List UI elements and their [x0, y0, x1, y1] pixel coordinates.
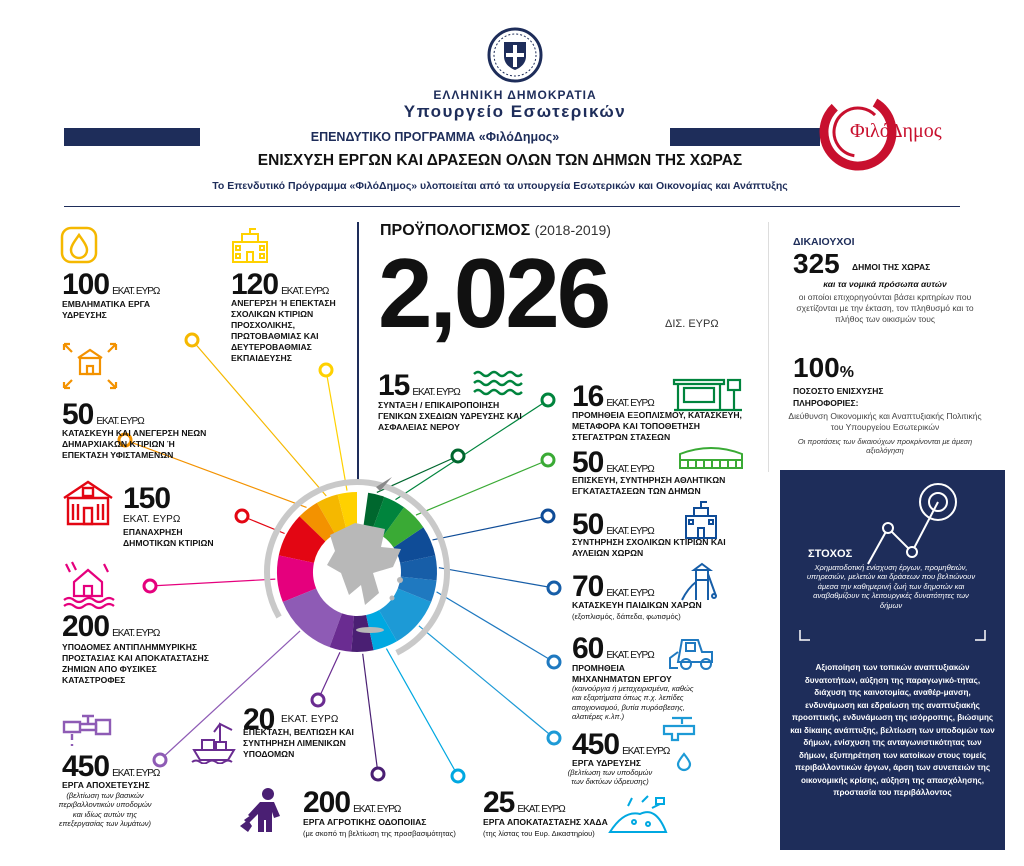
water-projects-label: ΕΜΒΛΗΜΑΤΙΚΑ ΕΡΓΑ ΥΔΡΕΥΣΗΣ: [62, 299, 151, 320]
landfill-label: ΕΡΓΑ ΑΠΟΚΑΤΑΣΤΑΣΗΣ ΧΑΔΑ: [483, 817, 608, 827]
country-name: ΕΛΛΗΝΙΚΗ ΔΗΜΟΚΡΑΤΙΑ: [433, 88, 597, 102]
beneficiaries-count-label: ΔΗΜΟΙ ΤΗΣ ΧΩΡΑΣ: [852, 262, 931, 272]
budget-unit: ΔΙΣ. ΕΥΡΩ: [665, 318, 719, 330]
leader-line-flood: [150, 579, 275, 586]
machinery-value: 60 ΕΚΑΤ. ΕΥΡΩ: [572, 632, 654, 665]
landfill-note: (της λίστας του Ευρ. Δικαστηρίου): [483, 829, 595, 838]
landfill-value: 25 ΕΚΑΤ. ΕΥΡΩ: [483, 786, 565, 819]
bus-stops-label: ΠΡΟΜΗΘΕΙΑ ΕΞΟΠΛΙΣΜΟΥ, ΚΑΤΑΣΚΕΥΗ, ΜΕΤΑΦΟΡΑ ΚΑΙ ΤΟΠΟΘΕΤΗΣΗ ΣΤΕΓΑΣΤΡΩΝ ΣΤΑΣΕΩΝ: [572, 410, 742, 442]
leader-dot-landfill: [452, 770, 464, 782]
municipal-buildings-label: ΕΠΑΝΑΧΡΗΣΗ ΔΗΜΟΤΙΚΩΝ ΚΤΙΡΙΩΝ: [123, 527, 214, 548]
playgrounds-note: (εξοπλισμός, δάπεδα, φωτισμός): [572, 612, 681, 621]
water-plans-value: 15 ΕΚΑΤ. ΕΥΡΩ: [378, 369, 460, 402]
leader-dot-machinery: [548, 656, 560, 668]
water-supply-label: ΕΡΓΑ ΥΔΡΕΥΣΗΣ: [572, 758, 641, 768]
school-maint-label: ΣΥΝΤΗΡΗΣΗ ΣΧΟΛΙΚΩΝ ΚΤΙΡΙΩΝ ΚΑΙ ΑΥΛΕΙΩΝ ΧΩΡΩΝ: [572, 537, 726, 558]
sports-label: ΕΠΙΣΚΕΥΗ, ΣΥΝΤΗΡΗΣΗ ΑΘΛΗΤΙΚΩΝ ΕΓΚΑΤΑΣΤΑΣΕΩΝ ΤΩΝ ΔΗΜΩΝ: [572, 475, 726, 496]
budget-years: (2018-2019): [534, 222, 611, 238]
bus-stops-value: 16 ΕΚΑΤ. ΕΥΡΩ: [572, 380, 654, 413]
water-plans-label: ΣΥΝΤΑΞΗ / ΕΠΙΚΑΙΡΟΠΟΙΗΣΗ ΓΕΝΙΚΩΝ ΣΧΕΔΙΩΝ ΥΔΡΕΥΣΗΣ ΚΑΙ ΑΣΦΑΛΕΙΑΣ ΝΕΡΟΥ: [378, 400, 522, 432]
stadium-icon: [676, 446, 746, 472]
water-projects-value: 100 ΕΚΑΤ. ΕΥΡΩ: [62, 268, 160, 301]
leader-dot-sports: [542, 454, 554, 466]
flood-house-icon: [60, 560, 116, 610]
road-worker-icon: [238, 786, 294, 836]
leader-line-ports: [318, 652, 340, 700]
sewerage-label: ΕΡΓΑ ΑΠΟΧΕΤΕΥΣΗΣ: [62, 780, 150, 790]
leader-dot-school-maintenance: [542, 510, 554, 522]
leader-dot-municipal-buildings: [236, 510, 248, 522]
support-percent-label: ΠΟΣΟΣΤΟ ΕΝΙΣΧΥΣΗΣ: [793, 386, 884, 396]
beneficiaries-count-sub: και τα νομικά πρόσωπα αυτών: [823, 279, 947, 289]
ports-label: ΕΠΕΚΤΑΣΗ, ΒΕΛΤΙΩΣΗ ΚΑΙ ΣΥΝΤΗΡΗΣΗ ΛΙΜΕΝΙΚΩΝ ΥΠΟΔΟΜΩΝ: [243, 727, 354, 759]
leader-dot-rural-roads: [372, 768, 384, 780]
town-halls-label: ΚΑΤΑΣΚΕΥΗ ΚΑΙ ΑΝΕΓΕΡΣΗ ΝΕΩΝ ΔΗΜΑΡΧΙΑΚΩΝ ΚΤΙΡΙΩΝ Ή ΕΠΕΚΤΑΣΗ ΥΦΙΣΤΑΜΕΝΩΝ: [62, 428, 207, 460]
beneficiaries-count: 325: [793, 248, 840, 279]
expand-building-icon: [60, 340, 120, 392]
rural-roads-note: (με σκοπό τη βελτίωση της προσβασιμότητας): [303, 829, 456, 838]
support-percent: 100%: [793, 352, 854, 383]
program-title: ΕΠΕΝΔΥΤΙΚΟ ΠΡΟΓΡΑΜΜΑ «ΦιλόΔημος»: [200, 128, 670, 146]
school-building-icon: [230, 226, 270, 266]
leader-dot-water-plans: [452, 450, 464, 462]
leader-dot-ports: [312, 694, 324, 706]
budget-amount: 2,026: [378, 238, 609, 348]
budget-label: ΠΡΟΫΠΟΛΟΓΙΣΜΟΣ: [380, 222, 531, 239]
leader-dot-flood: [144, 580, 156, 592]
schools-value: 120 ΕΚΑΤ. ΕΥΡΩ: [231, 268, 329, 301]
water-drop-icon: [60, 226, 98, 264]
goals-italic-text: Χρηματοδοτική ενίσχυση έργων, προμηθειών, υπηρεσιών, μελετών και δράσεων που βελτιώνουν άμεσα την καθημερινή ζωή των δημοτών και αναβαθμίζουν τις λειτουργικές δυνατότητες των δήμων: [806, 563, 976, 610]
playground-slide-icon: [680, 560, 722, 602]
water-supply-value: 450 ΕΚΑΤ. ΕΥΡΩ: [572, 728, 670, 761]
leader-line-playgrounds: [439, 568, 554, 588]
playgrounds-label: ΚΑΤΑΣΚΕΥΗ ΠΑΙΔΙΚΩΝ ΧΑΡΩΝ: [572, 600, 702, 610]
flood-value: 200 ΕΚΑΤ. ΕΥΡΩ: [62, 610, 160, 643]
leader-line-school-maintenance: [432, 516, 548, 540]
school-maint-value: 50 ΕΚΑΤ. ΕΥΡΩ: [572, 508, 654, 541]
leader-line-machinery: [437, 592, 554, 662]
municipal-building-icon: [60, 478, 116, 528]
school-repair-icon: [680, 500, 722, 542]
leader-dot-playgrounds: [548, 582, 560, 594]
municipal-buildings-unit: ΕΚΑΤ. ΕΥΡΩ: [123, 514, 181, 525]
beneficiaries-desc: οι οποίοι επιχορηγούνται βάσει κριτηρίων που σχετίζονται με την έκταση, τον πληθυσμό και το πλήθος των οικισμών τους: [796, 292, 974, 325]
machinery-note: (καινούργια ή μεταχειρισμένα, καθώς και εξαρτήματα όπως π.χ. λεπίδες αποχιονισμού, βυτία πυρόσβεσης, αλατιέρες κ.λπ.): [572, 684, 694, 722]
landfill-waste-icon: [606, 792, 670, 836]
port-crane-icon: [190, 720, 238, 764]
leader-dot-water-projects: [186, 334, 198, 346]
leader-dot-bus-stops: [542, 394, 554, 406]
sports-value: 50 ΕΚΑΤ. ΕΥΡΩ: [572, 446, 654, 479]
rural-roads-value: 200 ΕΚΑΤ. ΕΥΡΩ: [303, 786, 401, 819]
sewerage-value: 450 ΕΚΑΤ. ΕΥΡΩ: [62, 750, 160, 783]
info-text: Διεύθυνση Οικονομικής και Αναπτυξιακής Πολιτικής του Υπουργείου Εσωτερικών: [788, 411, 982, 433]
ministry-name: Υπουργείο Εσωτερικών: [403, 102, 627, 121]
schools-label: ΑΝΕΓΕΡΣΗ Ή ΕΠΕΚΤΑΣΗ ΣΧΟΛΙΚΩΝ ΚΤΙΡΙΩΝ ΠΡΟΣΧΟΛΙΚΗΣ, ΠΡΩΤΟΒΑΘΜΙΑΣ ΚΑΙ ΔΕΥΤΕΡΟΒΑΘΜΙΑΣ ΕΚΠΑΙΔΕΥΣΗΣ: [231, 298, 336, 363]
leader-line-sports: [416, 460, 548, 515]
leader-line-landfill: [386, 649, 458, 776]
water-waves-icon: [472, 368, 528, 398]
sewer-pipe-icon: [62, 712, 114, 748]
water-tap-icon: [662, 712, 708, 772]
ports-unit: ΕΚΑΤ. ΕΥΡΩ: [281, 714, 339, 725]
goals-heading: ΣΤΟΧΟΣ: [808, 548, 853, 560]
bus-stop-icon: [672, 376, 744, 412]
playgrounds-value: 70 ΕΚΑΤ. ΕΥΡΩ: [572, 570, 654, 603]
leader-dot-water-supply: [548, 732, 560, 744]
right-divider: [768, 222, 769, 472]
beneficiaries-heading: ΔΙΚΑΙΟΥΧΟΙ: [793, 236, 855, 248]
water-supply-note: (βελτίωση των υποδομών των δικτύων ύδρευσης): [567, 768, 653, 787]
beneficiaries-note: Οι προτάσεις των δικαιούχων προκρίνονται με άμεση αξιολόγηση: [797, 437, 973, 456]
leader-line-water-supply: [419, 626, 554, 738]
logo-text: ΦιλόΔημος: [850, 120, 942, 142]
page-title: ΕΝΙΣΧΥΣΗ ΕΡΓΩΝ ΚΑΙ ΔΡΑΣΕΩΝ ΟΛΩΝ ΤΩΝ ΔΗΜΩΝ ΤΗΣ ΧΩΡΑΣ: [257, 152, 743, 169]
goals-body-text: Αξιοποίηση των τοπικών αναπτυξιακών δυνατοτήτων, αύξηση της παραγωγικό-τητας, διάχυση της καινοτομίας, αναθέρ-μανση, ενδυνάμωση και εδραίωση της αναπτυξιακής προοπτικής, ενδυνάμωση της ισόρροπης, βιώσιμης και δίκαιης ανάπτυξης, βελτίωση των υποδομών των δήμων, ενίσχυση της ανταγωνιστικότητας των δήμων, εξυπηρέτηση των κατοίκων στους τομείς περιβαλλοντικών έργων, άρση των συνεπειών της οικονομικής κρίσης, αύξηση της απασχόλησης, προστασία του περιβάλλοντος: [790, 663, 995, 798]
machinery-label: ΠΡΟΜΗΘΕΙΑ ΜΗΧΑΝΗΜΑΤΩΝ ΕΡΓΟΥ: [572, 663, 672, 684]
info-label: ΠΛΗΡΟΦΟΡΙΕΣ:: [793, 398, 859, 408]
leader-line-schools: [326, 370, 347, 491]
ports-value: 20: [243, 703, 275, 736]
page-subtitle: Το Επενδυτικό Πρόγραμμα «ΦιλόΔημος» υλοποιείται από τα υπουργεία Εσωτερικών και Οικονομίας και Ανάπτυξης: [212, 180, 788, 192]
municipal-buildings-value: 150: [123, 482, 171, 515]
town-halls-value: 50 ΕΚΑΤ. ΕΥΡΩ: [62, 398, 144, 431]
leader-dot-schools: [320, 364, 332, 376]
flood-label: ΥΠΟΔΟΜΕΣ ΑΝΤΙΠΛΗΜΜΥΡΙΚΗΣ ΠΡΟΣΤΑΣΙΑΣ ΚΑΙ ΑΠΟΚΑΤΑΣΤΑΣΗΣ ΖΗΜΙΩΝ ΑΠΟ ΦΥΣΙΚΕΣ ΚΑΤΑΣΤΡΟΦΕΣ: [62, 642, 209, 685]
rural-roads-label: ΕΡΓΑ ΑΓΡΟΤΙΚΗΣ ΟΔΟΠΟΙΙΑΣ: [303, 817, 427, 827]
sewerage-note: (βελτίωση των βασικών περιβαλλοντικών υποδομών και ιδίως αυτών της επεξεργασίας των λυμάτων): [58, 791, 152, 829]
